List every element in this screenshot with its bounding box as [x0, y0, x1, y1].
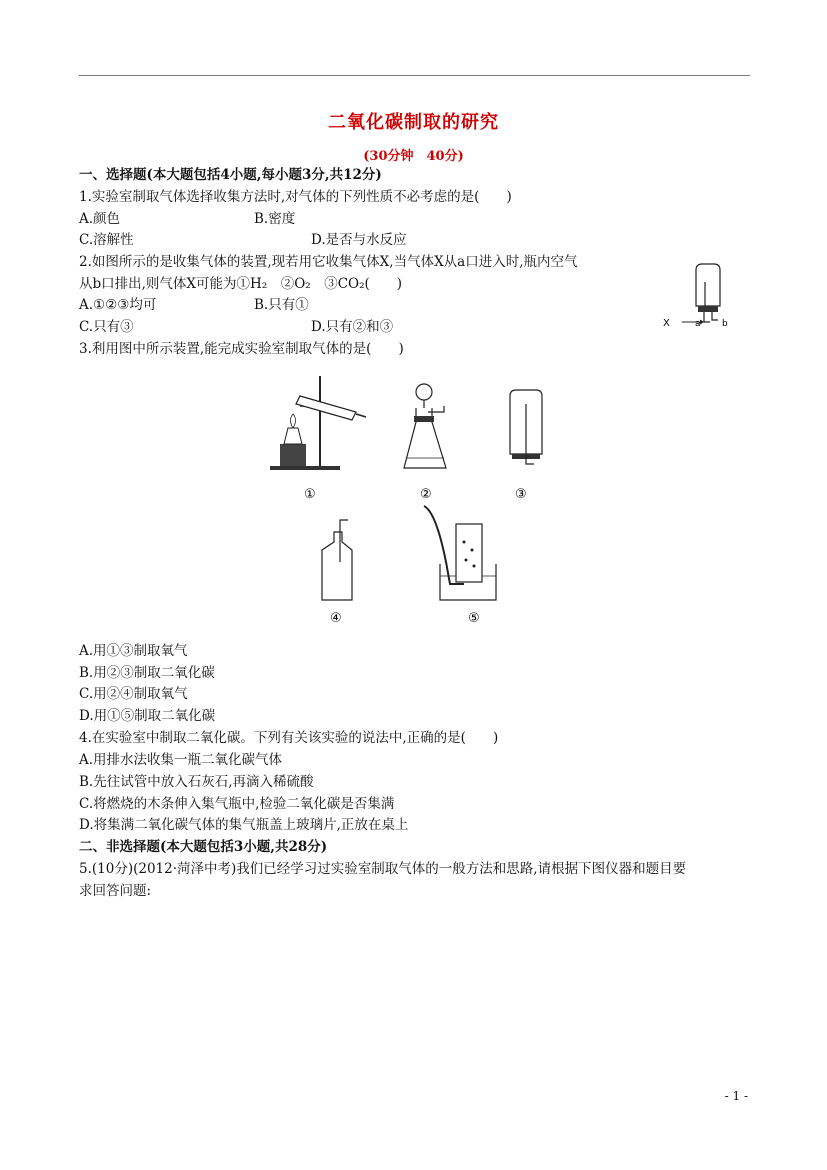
q3-stem: 3.利用图中所示装置,能完成实验室制取气体的是( ): [79, 341, 404, 357]
q2-fig-label-x: X: [663, 318, 670, 329]
q2-option-d: D.只有②和③: [311, 319, 394, 335]
apparatus-4-gas-bottle: [322, 520, 352, 626]
header-rule: [79, 75, 750, 76]
q3-option-a: A.用①③制取氧气: [79, 643, 188, 659]
q3-option-c: C.用②④制取氧气: [79, 686, 188, 702]
q1-option-b: B.密度: [254, 211, 296, 227]
q4-option-d: D.将集满二氧化碳气体的集气瓶盖上玻璃片,正放在桌上: [79, 817, 409, 833]
q2-stem-line2: 从b口排出,则气体X可能为①H₂ ②O₂ ③CO₂( ): [79, 276, 403, 292]
q2-collection-bottle-figure: [660, 262, 750, 334]
apparatus-label-1: ①: [304, 487, 316, 502]
q2-fig-label-a: a: [695, 319, 701, 329]
q2-option-a: A.①②③均可: [79, 297, 157, 313]
q2-option-c: C.只有③: [79, 319, 134, 335]
page-subtitle: (30分钟 40分): [363, 149, 464, 164]
q5-stem-line1: 5.(10分)(2012·菏泽中考)我们已经学习过实验室制取气体的一般方法和思路,请根据下图仪器和题目要: [79, 861, 687, 877]
q1-stem: 1.实验室制取气体选择收集方法时,对气体的下列性质不必考虑的是( ): [79, 189, 512, 205]
page-title: 二氧化碳制取的研究: [328, 112, 499, 133]
apparatus-1-heating-tube: [270, 376, 366, 502]
q3-apparatus-figure: [260, 372, 560, 632]
q3-option-d: D.用①⑤制取二氧化碳: [79, 708, 216, 724]
apparatus-3-inverted-bottle: [510, 390, 542, 502]
section-heading-1: 一、选择题(本大题包括4小题,每小题3分,共12分): [79, 167, 382, 183]
q1-option-a: A.颜色: [79, 211, 121, 227]
q4-option-c: C.将燃烧的木条伸入集气瓶中,检验二氧化碳是否集满: [79, 796, 395, 812]
q5-stem-line2: 求回答问题:: [79, 883, 152, 899]
q3-option-b: B.用②③制取二氧化碳: [79, 665, 215, 681]
apparatus-2-flask: [404, 384, 446, 502]
q4-option-a: A.用排水法收集一瓶二氧化碳气体: [79, 752, 283, 768]
q2-fig-label-b: b: [722, 319, 728, 329]
q1-option-c: C.溶解性: [79, 232, 134, 248]
page-number: - 1 -: [724, 1089, 748, 1103]
apparatus-label-3: ③: [515, 487, 527, 502]
apparatus-5-water-trough: [424, 506, 496, 626]
q4-stem: 4.在实验室中制取二氧化碳。下列有关该实验的说法中,正确的是( ): [79, 730, 499, 746]
q2-option-b: B.只有①: [254, 297, 309, 313]
apparatus-label-4: ④: [330, 611, 342, 626]
q4-option-b: B.先往试管中放入石灰石,再滴入稀硫酸: [79, 774, 314, 790]
q2-stem-line1: 2.如图所示的是收集气体的装置,现若用它收集气体X,当气体X从a口进入时,瓶内空气: [79, 254, 578, 270]
apparatus-label-2: ②: [420, 487, 432, 502]
apparatus-label-5: ⑤: [468, 611, 480, 626]
q1-option-d: D.是否与水反应: [311, 232, 407, 248]
section-heading-2: 二、非选择题(本大题包括3小题,共28分): [79, 839, 328, 855]
